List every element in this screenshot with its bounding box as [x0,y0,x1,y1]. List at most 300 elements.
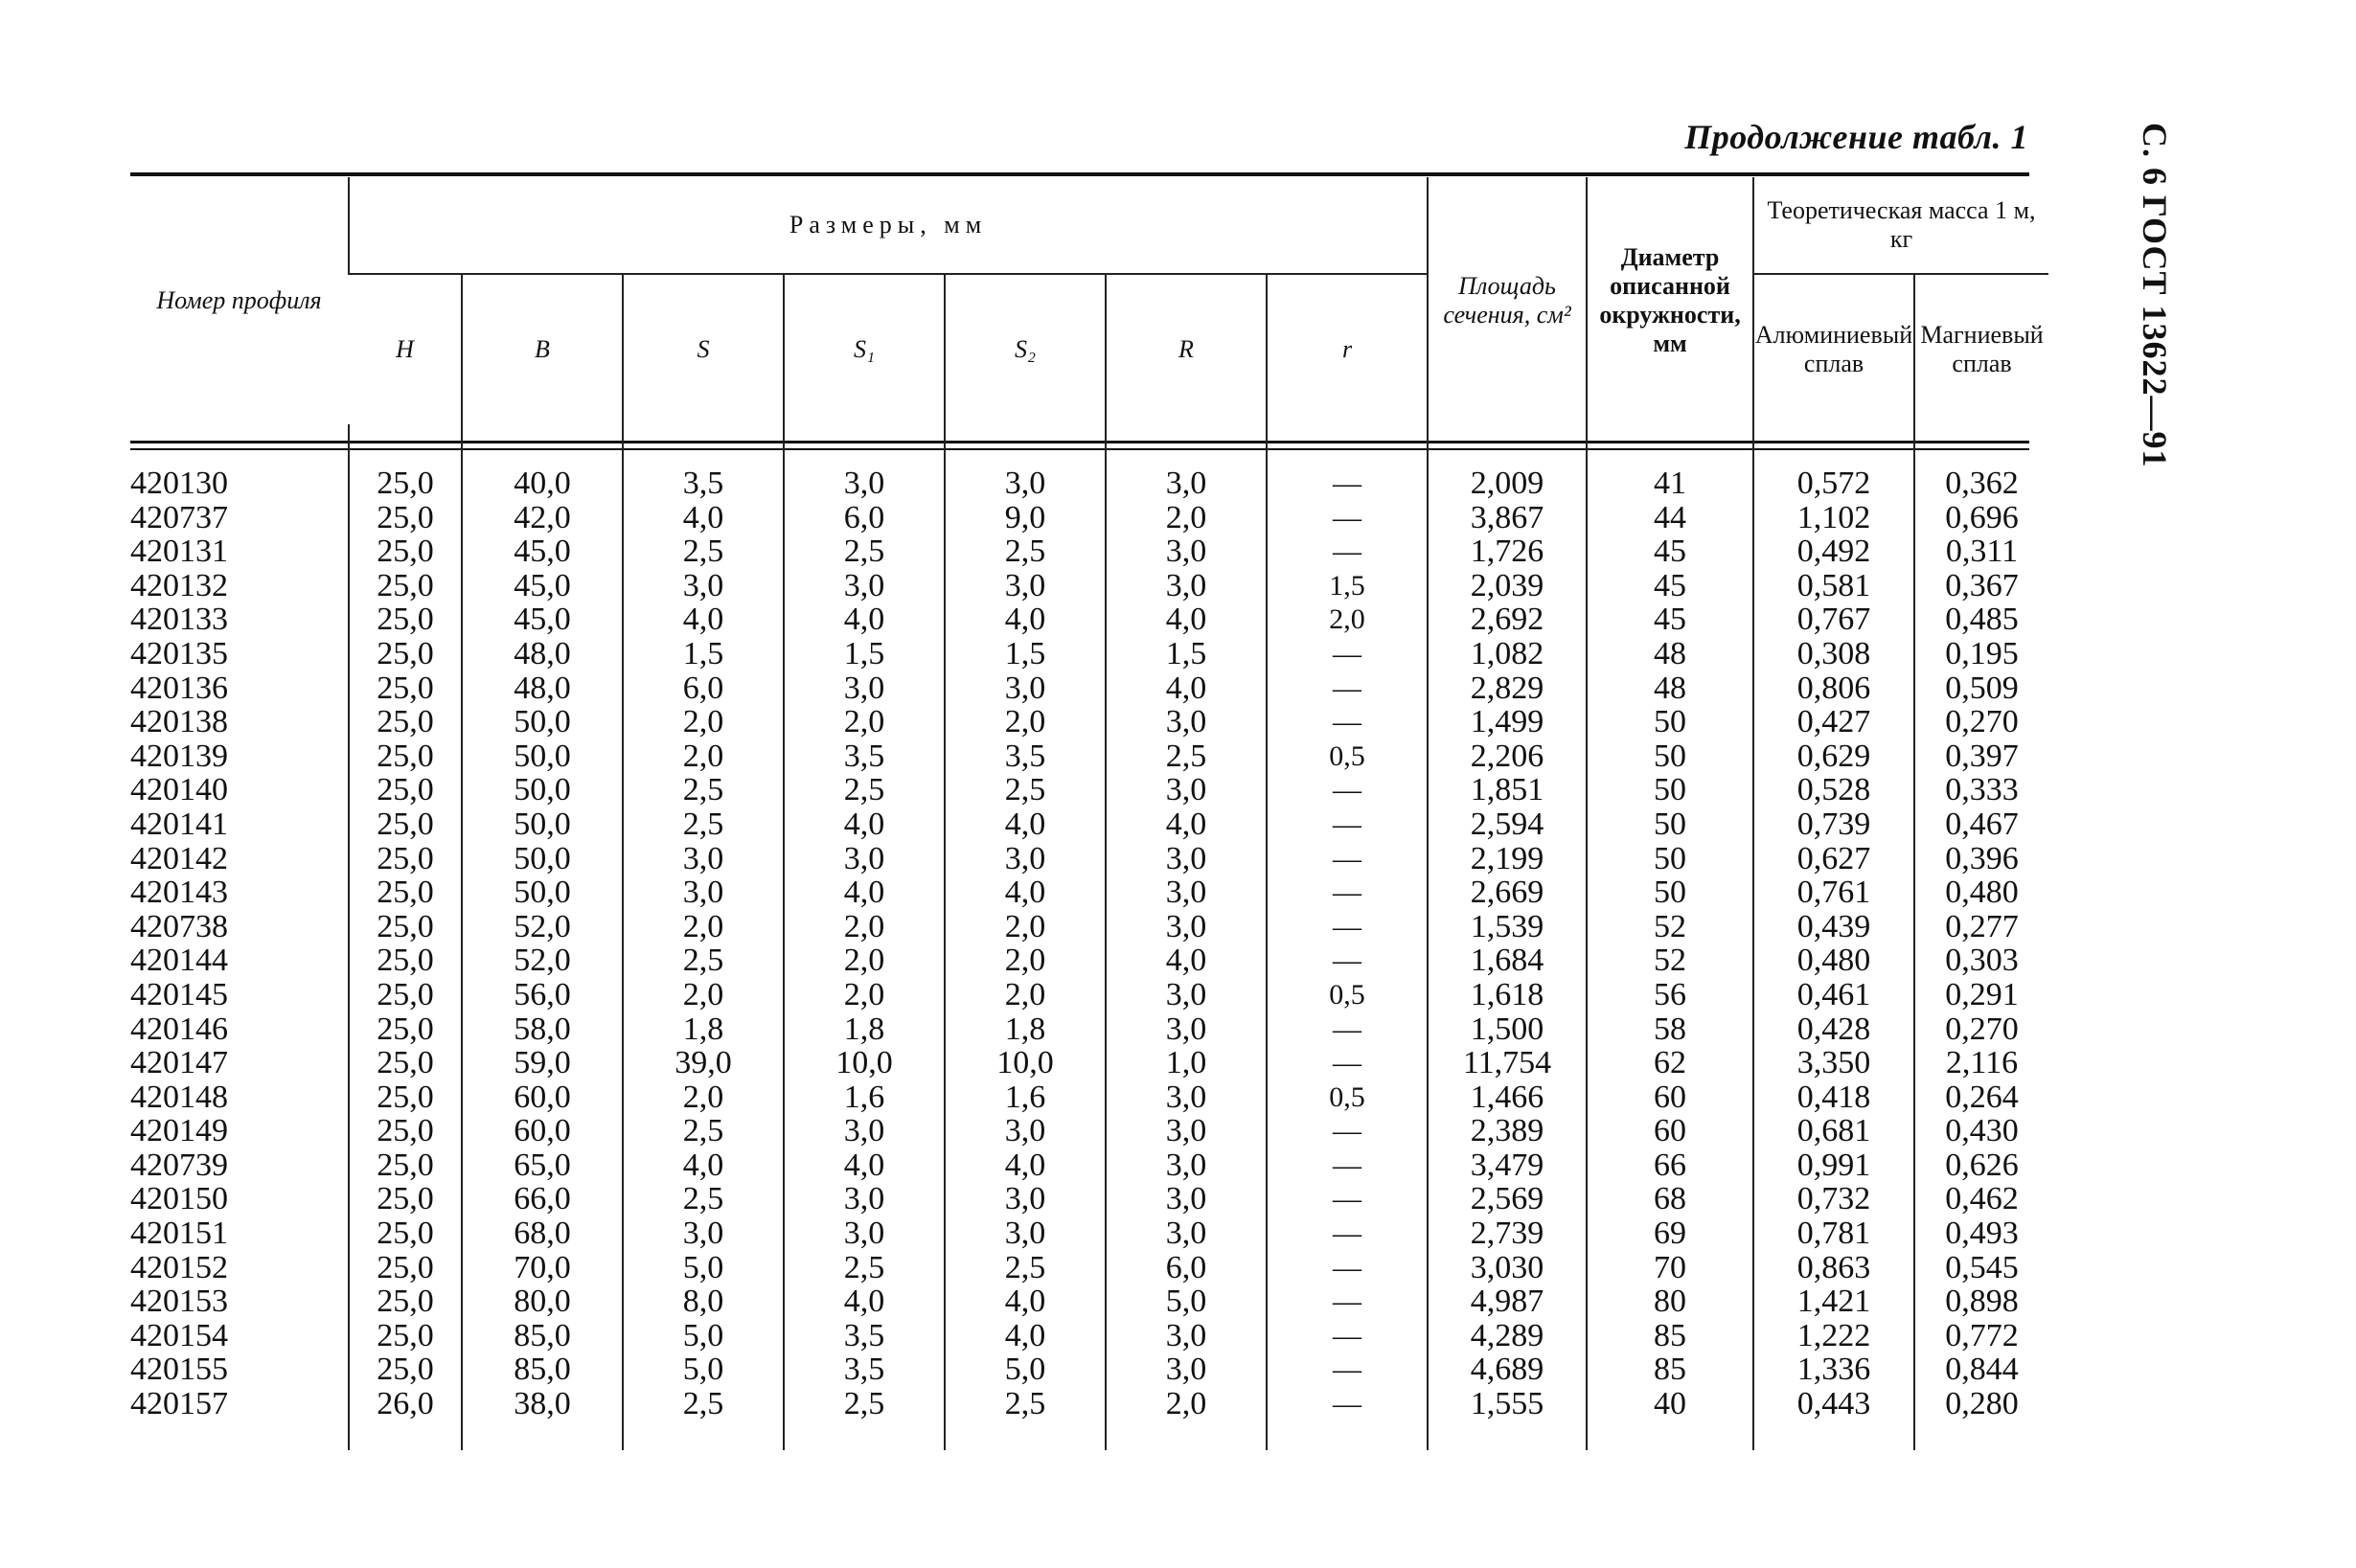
header-mass-magnesium: Магниевый сплав [1914,274,2048,424]
cell-dim-s2: 5,0 [945,1352,1106,1387]
table-row [130,1182,2048,1216]
cell-dim-r-upper: 3,0 [1106,1182,1267,1216]
cell-section-area: 3,479 [1428,1148,1587,1183]
cell-profile-number: 420141 [130,806,228,842]
cell-dim-s1: 3,0 [784,671,945,706]
cell-dim-b: 50,0 [462,875,623,910]
cell-dim-h: 25,0 [349,569,462,603]
cell-dim-b: 40,0 [462,466,623,501]
cell-dim-r-upper: 3,0 [1106,773,1267,807]
table-row [130,569,2048,603]
cell-mass-aluminium: 0,629 [1753,739,1914,774]
cell-dim-s2: 4,0 [945,602,1106,637]
cell-dim-s2: 2,5 [945,1387,1106,1421]
cell-dim-r-upper: 4,0 [1106,943,1267,978]
cell-mass-aluminium: 0,681 [1753,1114,1914,1148]
cell-dim-r-upper: 2,0 [1106,1387,1267,1421]
cell-dim-h: 25,0 [349,943,462,978]
cell-mass-aluminium: 0,308 [1753,637,1914,671]
cell-dim-s: 3,0 [623,875,784,910]
cell-mass-aluminium: 1,421 [1753,1284,1914,1319]
cell-mass-magnesium: 0,367 [1914,569,2048,603]
cell-profile-number: 420153 [130,1284,228,1320]
cell-dim-s1: 4,0 [784,807,945,842]
cell-mass-aluminium: 0,581 [1753,569,1914,603]
cell-dim-b: 48,0 [462,671,623,706]
table-row [130,943,2048,978]
cell-dim-r-lower: — [1267,466,1428,501]
cell-dim-s1: 3,0 [784,842,945,876]
table-top-rule [130,172,2029,176]
cell-dim-h: 25,0 [349,978,462,1012]
cell-dim-s: 2,0 [623,910,784,944]
cell-dim-s1: 3,5 [784,1319,945,1353]
cell-section-area: 2,039 [1428,569,1587,603]
cell-dim-b: 50,0 [462,705,623,739]
cell-mass-aluminium: 0,781 [1753,1216,1914,1251]
cell-dim-s1: 2,0 [784,705,945,739]
cell-dim-h: 25,0 [349,842,462,876]
table-row [130,1216,2048,1251]
cell-dim-s: 2,5 [623,773,784,807]
cell-circumscribed-diameter: 70 [1587,1251,1753,1285]
cell-dim-s1: 3,5 [784,1352,945,1387]
cell-dim-h: 25,0 [349,773,462,807]
cell-dim-s: 3,5 [623,466,784,501]
cell-circumscribed-diameter: 85 [1587,1352,1753,1387]
cell-mass-magnesium: 0,493 [1914,1216,2048,1251]
cell-section-area: 2,829 [1428,671,1587,706]
cell-profile-number: 420139 [130,738,228,774]
cell-dim-s2: 2,5 [945,1251,1106,1285]
cell-dim-h: 25,0 [349,1251,462,1285]
cell-dim-r-upper: 3,0 [1106,842,1267,876]
cell-dim-r-upper: 3,0 [1106,466,1267,501]
table-row [130,1319,2048,1353]
cell-dim-s1: 3,0 [784,466,945,501]
header-mass-aluminium: Алюминиевый сплав [1753,274,1914,424]
cell-dim-r-lower: — [1267,501,1428,535]
cell-circumscribed-diameter: 69 [1587,1216,1753,1251]
cell-section-area: 1,500 [1428,1012,1587,1047]
cell-dim-s: 2,0 [623,978,784,1012]
cell-dim-h: 25,0 [349,1114,462,1148]
cell-dim-h: 25,0 [349,1352,462,1387]
cell-section-area: 2,692 [1428,602,1587,637]
cell-circumscribed-diameter: 44 [1587,501,1753,535]
cell-dim-b: 58,0 [462,1012,623,1047]
cell-profile-number: 420144 [130,943,228,979]
cell-dim-s2: 4,0 [945,875,1106,910]
cell-dim-b: 45,0 [462,534,623,569]
cell-profile-number: 420151 [130,1216,228,1252]
cell-dim-b: 48,0 [462,637,623,671]
cell-dim-s1: 3,0 [784,569,945,603]
cell-dim-s2: 1,6 [945,1080,1106,1115]
cell-mass-aluminium: 0,418 [1753,1080,1914,1115]
cell-dim-s1: 2,5 [784,773,945,807]
cell-profile-number: 420149 [130,1113,228,1149]
cell-profile-number: 420739 [130,1147,228,1183]
cell-dim-s: 1,5 [623,637,784,671]
cell-mass-magnesium: 0,467 [1914,807,2048,842]
cell-dim-r-lower: — [1267,671,1428,706]
cell-dim-r-lower: — [1267,1352,1428,1387]
cell-dim-r-upper: 1,0 [1106,1046,1267,1080]
cell-dim-r-upper: 5,0 [1106,1284,1267,1319]
cell-mass-aluminium: 0,439 [1753,910,1914,944]
table-row [130,1012,2048,1047]
header-dim-s1: S₁ [784,274,945,424]
cell-dim-r-lower: — [1267,1182,1428,1216]
cell-dim-s: 2,5 [623,1182,784,1216]
cell-profile-number: 420737 [130,499,228,535]
cell-mass-aluminium: 0,767 [1753,602,1914,637]
cell-dim-b: 45,0 [462,569,623,603]
cell-dim-s1: 3,0 [784,1114,945,1148]
cell-dim-r-upper: 2,5 [1106,739,1267,774]
cell-circumscribed-diameter: 85 [1587,1319,1753,1353]
table-row [130,1387,2048,1421]
cell-mass-aluminium: 0,627 [1753,842,1914,876]
cell-profile-number: 420143 [130,875,228,911]
cell-dim-s2: 2,0 [945,910,1106,944]
cell-profile-number: 420152 [130,1249,228,1285]
cell-dim-s: 2,0 [623,739,784,774]
cell-mass-magnesium: 0,397 [1914,739,2048,774]
cell-dim-b: 59,0 [462,1046,623,1080]
table-caption: Продолжение табл. 1 [1684,118,2028,156]
cell-section-area: 1,851 [1428,773,1587,807]
cell-circumscribed-diameter: 56 [1587,978,1753,1012]
cell-section-area: 11,754 [1428,1046,1587,1080]
cell-section-area: 2,199 [1428,842,1587,876]
cell-section-area: 1,618 [1428,978,1587,1012]
cell-mass-magnesium: 0,362 [1914,466,2048,501]
cell-dim-s: 4,0 [623,602,784,637]
cell-dim-h: 25,0 [349,807,462,842]
cell-dim-r-lower: — [1267,842,1428,876]
cell-section-area: 2,569 [1428,1182,1587,1216]
cell-dim-b: 85,0 [462,1352,623,1387]
cell-mass-magnesium: 0,898 [1914,1284,2048,1319]
cell-dim-s: 3,0 [623,569,784,603]
cell-dim-s: 2,5 [623,1114,784,1148]
cell-profile-number: 420140 [130,772,228,808]
cell-circumscribed-diameter: 48 [1587,671,1753,706]
cell-mass-magnesium: 0,772 [1914,1319,2048,1353]
cell-dim-b: 70,0 [462,1251,623,1285]
cell-profile-number: 420146 [130,1011,228,1047]
cell-dim-b: 50,0 [462,773,623,807]
cell-dim-s: 2,5 [623,1387,784,1421]
cell-mass-aluminium: 1,336 [1753,1352,1914,1387]
cell-dim-s1: 1,5 [784,637,945,671]
cell-dim-r-upper: 3,0 [1106,875,1267,910]
cell-dim-r-lower: — [1267,1284,1428,1319]
cell-dim-s2: 10,0 [945,1046,1106,1080]
cell-dim-r-upper: 3,0 [1106,1080,1267,1115]
cell-dim-s2: 3,0 [945,466,1106,501]
cell-circumscribed-diameter: 80 [1587,1284,1753,1319]
cell-dim-s2: 9,0 [945,501,1106,535]
cell-circumscribed-diameter: 66 [1587,1148,1753,1183]
cell-dim-h: 25,0 [349,637,462,671]
cell-dim-h: 26,0 [349,1387,462,1421]
cell-dim-r-upper: 4,0 [1106,602,1267,637]
cell-dim-r-lower: — [1267,773,1428,807]
cell-dim-b: 38,0 [462,1387,623,1421]
cell-mass-aluminium: 0,480 [1753,943,1914,978]
cell-mass-magnesium: 0,311 [1914,534,2048,569]
cell-circumscribed-diameter: 50 [1587,875,1753,910]
cell-circumscribed-diameter: 41 [1587,466,1753,501]
cell-dim-r-lower: — [1267,1046,1428,1080]
cell-section-area: 2,594 [1428,807,1587,842]
cell-circumscribed-diameter: 50 [1587,773,1753,807]
cell-circumscribed-diameter: 52 [1587,910,1753,944]
header-dim-b: B [462,274,623,424]
cell-circumscribed-diameter: 40 [1587,1387,1753,1421]
cell-dim-r-lower: 1,5 [1267,569,1428,603]
cell-dim-r-upper: 3,0 [1106,534,1267,569]
cell-dim-r-lower: 2,0 [1267,602,1428,637]
cell-dim-r-lower: — [1267,910,1428,944]
cell-dim-s: 3,0 [623,1216,784,1251]
cell-mass-aluminium: 3,350 [1753,1046,1914,1080]
cell-dim-b: 68,0 [462,1216,623,1251]
cell-circumscribed-diameter: 50 [1587,842,1753,876]
cell-section-area: 2,669 [1428,875,1587,910]
cell-dim-h: 25,0 [349,739,462,774]
cell-dim-r-upper: 4,0 [1106,671,1267,706]
header-dim-s2: S₂ [945,274,1106,424]
table-row [130,671,2048,706]
cell-section-area: 2,009 [1428,466,1587,501]
cell-dim-s1: 4,0 [784,1148,945,1183]
cell-dim-h: 25,0 [349,534,462,569]
header-diameter: Диаметр описанной окружности, мм [1587,177,1753,424]
cell-dim-r-upper: 3,0 [1106,1319,1267,1353]
cell-dim-s: 4,0 [623,501,784,535]
cell-dim-h: 25,0 [349,1182,462,1216]
cell-dim-r-lower: — [1267,1387,1428,1421]
cell-circumscribed-diameter: 68 [1587,1182,1753,1216]
table-row [130,637,2048,671]
cell-mass-magnesium: 0,462 [1914,1182,2048,1216]
cell-dim-h: 25,0 [349,466,462,501]
cell-section-area: 1,499 [1428,705,1587,739]
cell-mass-aluminium: 0,991 [1753,1148,1914,1183]
cell-dim-s: 8,0 [623,1284,784,1319]
cell-dim-r-lower: 0,5 [1267,978,1428,1012]
cell-dim-r-lower: — [1267,534,1428,569]
cell-dim-r-upper: 3,0 [1106,569,1267,603]
table-row [130,875,2048,910]
header-dim-h: H [396,335,414,364]
cell-dim-r-upper: 6,0 [1106,1251,1267,1285]
cell-dim-r-lower: — [1267,1148,1428,1183]
cell-circumscribed-diameter: 62 [1587,1046,1753,1080]
header-dim-s: S [623,274,784,424]
table-row [130,1284,2048,1319]
cell-mass-aluminium: 0,806 [1753,671,1914,706]
cell-profile-number: 420132 [130,567,228,603]
table-row [130,842,2048,876]
cell-dim-b: 85,0 [462,1319,623,1353]
cell-dim-s2: 3,0 [945,1216,1106,1251]
cell-dim-s2: 1,8 [945,1012,1106,1047]
cell-dim-r-upper: 3,0 [1106,910,1267,944]
table-row [130,1046,2048,1080]
cell-mass-magnesium: 0,480 [1914,875,2048,910]
cell-circumscribed-diameter: 48 [1587,637,1753,671]
cell-dim-s2: 2,0 [945,705,1106,739]
cell-circumscribed-diameter: 50 [1587,705,1753,739]
cell-section-area: 1,726 [1428,534,1587,569]
cell-mass-magnesium: 0,509 [1914,671,2048,706]
cell-dim-s: 4,0 [623,1148,784,1183]
cell-mass-aluminium: 0,443 [1753,1387,1914,1421]
cell-mass-magnesium: 0,270 [1914,1012,2048,1047]
cell-mass-magnesium: 0,485 [1914,602,2048,637]
cell-mass-magnesium: 0,396 [1914,842,2048,876]
cell-dim-s1: 3,0 [784,1216,945,1251]
cell-profile-number: 420145 [130,976,228,1012]
cell-dim-h: 25,0 [349,501,462,535]
cell-dim-r-lower: — [1267,875,1428,910]
cell-dim-s1: 1,6 [784,1080,945,1115]
cell-dim-s: 2,5 [623,807,784,842]
cell-dim-r-lower: 0,5 [1267,739,1428,774]
cell-dim-s1: 2,0 [784,910,945,944]
table-row [130,807,2048,842]
cell-circumscribed-diameter: 50 [1587,739,1753,774]
cell-profile-number: 420148 [130,1079,228,1115]
cell-section-area: 1,684 [1428,943,1587,978]
cell-dim-b: 56,0 [462,978,623,1012]
cell-mass-magnesium: 0,277 [1914,910,2048,944]
cell-dim-s1: 4,0 [784,875,945,910]
table-row [130,534,2048,569]
cell-section-area: 3,030 [1428,1251,1587,1285]
cell-mass-magnesium: 0,545 [1914,1251,2048,1285]
cell-dim-s1: 3,0 [784,1182,945,1216]
cell-mass-magnesium: 0,270 [1914,705,2048,739]
header-mass-group: Теоретическая масса 1 м, кг [1753,177,2048,274]
cell-dim-h: 25,0 [349,910,462,944]
cell-circumscribed-diameter: 60 [1587,1114,1753,1148]
cell-dim-b: 52,0 [462,943,623,978]
cell-dim-r-upper: 3,0 [1106,705,1267,739]
table-row [130,705,2048,739]
cell-dim-r-lower: — [1267,1114,1428,1148]
cell-profile-number: 420157 [130,1386,228,1422]
cell-mass-aluminium: 0,732 [1753,1182,1914,1216]
cell-dim-s: 6,0 [623,671,784,706]
cell-dim-s2: 3,0 [945,569,1106,603]
header-dimensions-group: Размеры, мм [349,177,1428,274]
cell-dim-h: 25,0 [349,1012,462,1047]
cell-circumscribed-diameter: 58 [1587,1012,1753,1047]
cell-dim-s1: 2,0 [784,978,945,1012]
cell-section-area: 3,867 [1428,501,1587,535]
cell-dim-s: 5,0 [623,1251,784,1285]
cell-profile-number: 420155 [130,1352,228,1388]
cell-dim-s1: 2,5 [784,1251,945,1285]
cell-dim-s1: 10,0 [784,1046,945,1080]
cell-dim-s2: 3,0 [945,671,1106,706]
header-dim-r-upper: R [1106,274,1267,424]
table-row [130,1080,2048,1115]
cell-profile-number: 420135 [130,635,228,671]
cell-mass-magnesium: 0,333 [1914,773,2048,807]
table-row [130,910,2048,944]
cell-circumscribed-diameter: 45 [1587,602,1753,637]
cell-dim-s: 2,5 [623,534,784,569]
cell-mass-aluminium: 0,739 [1753,807,1914,842]
cell-dim-s1: 6,0 [784,501,945,535]
cell-circumscribed-diameter: 52 [1587,943,1753,978]
cell-mass-magnesium: 0,291 [1914,978,2048,1012]
table-row [130,602,2048,637]
cell-section-area: 4,289 [1428,1319,1587,1353]
cell-dim-r-upper: 3,0 [1106,1012,1267,1047]
cell-dim-b: 50,0 [462,739,623,774]
cell-dim-b: 45,0 [462,602,623,637]
cell-dim-s2: 1,5 [945,637,1106,671]
cell-dim-r-lower: — [1267,1319,1428,1353]
table-row [130,978,2048,1012]
cell-profile-number: 420147 [130,1045,228,1081]
cell-mass-aluminium: 0,492 [1753,534,1914,569]
cell-dim-b: 50,0 [462,842,623,876]
cell-dim-r-lower: 0,5 [1267,1080,1428,1115]
cell-dim-s: 2,0 [623,1080,784,1115]
cell-dim-b: 60,0 [462,1114,623,1148]
cell-mass-aluminium: 0,461 [1753,978,1914,1012]
cell-mass-magnesium: 0,264 [1914,1080,2048,1115]
cell-dim-r-lower: — [1267,1251,1428,1285]
cell-dim-s2: 4,0 [945,1284,1106,1319]
cell-dim-h: 25,0 [349,671,462,706]
cell-mass-magnesium: 0,303 [1914,943,2048,978]
cell-dim-r-upper: 3,0 [1106,1148,1267,1183]
cell-dim-r-upper: 2,0 [1106,501,1267,535]
cell-dim-s: 2,5 [623,943,784,978]
header-profile-no: Номер профиля [156,286,322,315]
cell-mass-aluminium: 0,427 [1753,705,1914,739]
cell-mass-magnesium: 0,844 [1914,1352,2048,1387]
cell-dim-h: 25,0 [349,1319,462,1353]
cell-dim-h: 25,0 [349,1216,462,1251]
header-dim-r-lower: r [1267,274,1428,424]
cell-section-area: 4,987 [1428,1284,1587,1319]
cell-dim-h: 25,0 [349,602,462,637]
cell-dim-r-lower: — [1267,705,1428,739]
cell-dim-r-lower: — [1267,637,1428,671]
cell-dim-b: 52,0 [462,910,623,944]
cell-section-area: 1,466 [1428,1080,1587,1115]
cell-mass-magnesium: 0,626 [1914,1148,2048,1183]
cell-dim-s: 2,0 [623,705,784,739]
cell-profile-number: 420136 [130,670,228,706]
table-row [130,466,2048,501]
cell-profile-number: 420738 [130,908,228,944]
cell-dim-r-lower: — [1267,943,1428,978]
cell-dim-s1: 3,5 [784,739,945,774]
cell-dim-s2: 4,0 [945,807,1106,842]
